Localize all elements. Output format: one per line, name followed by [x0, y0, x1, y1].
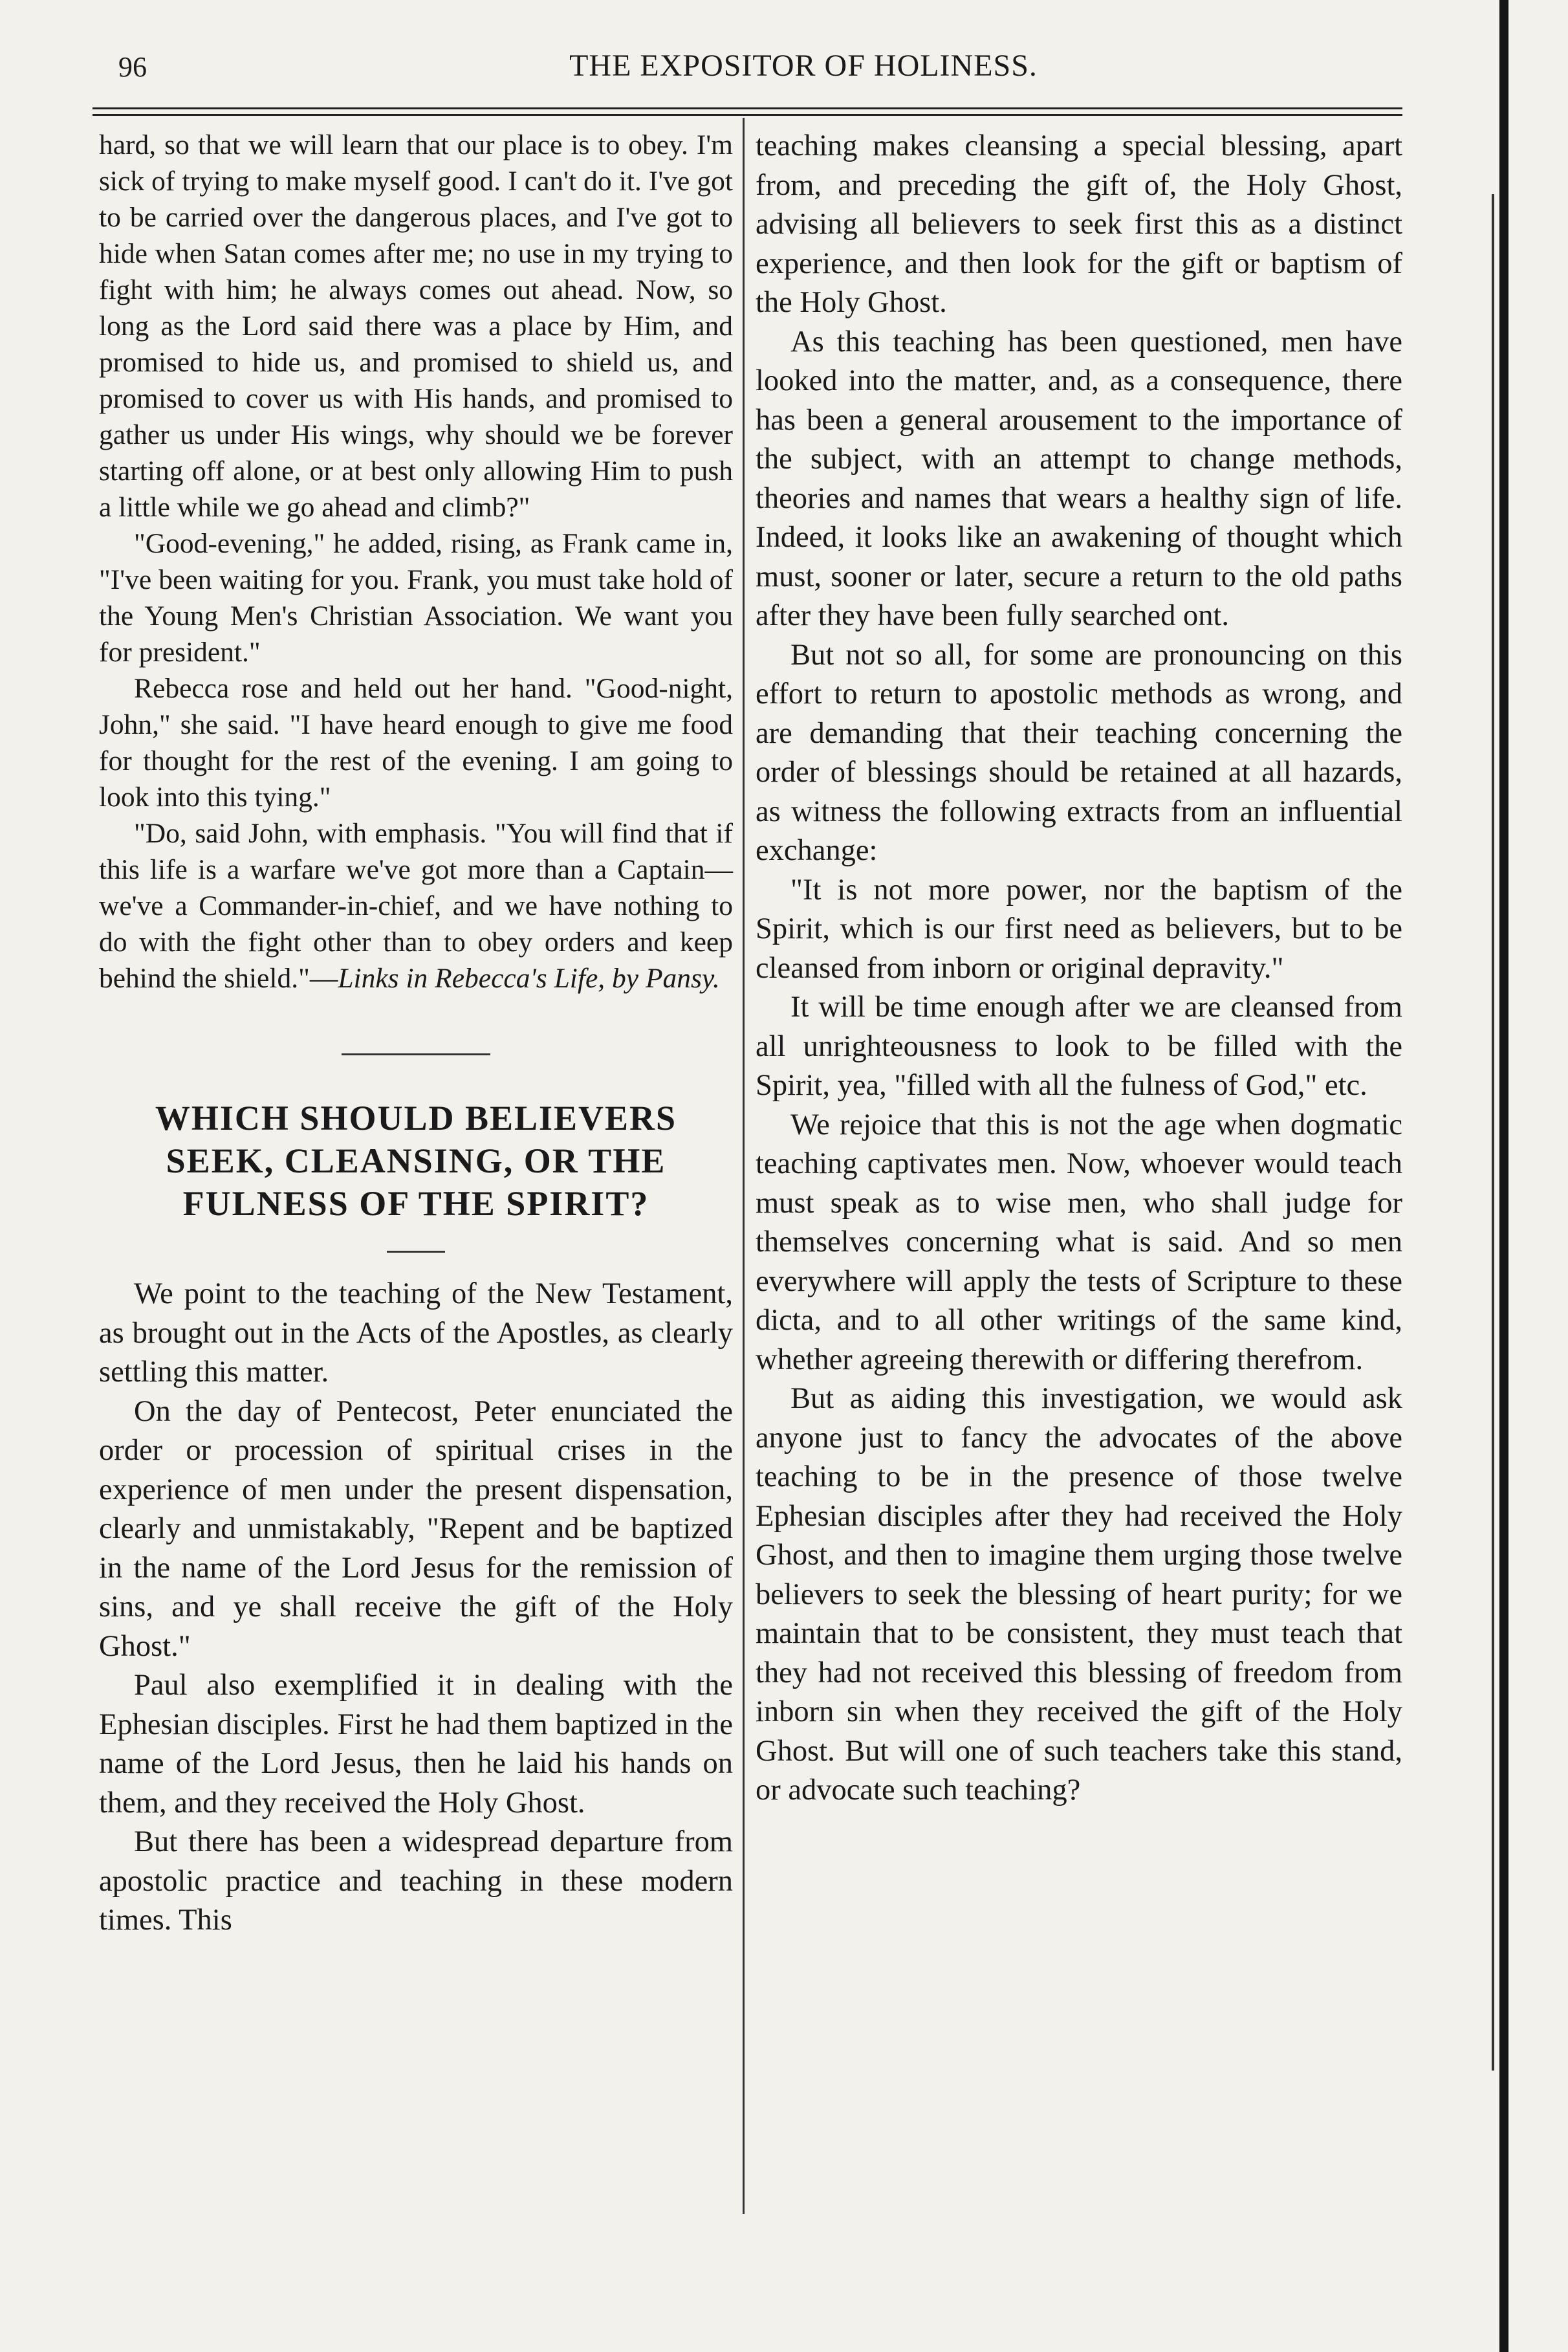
section-separator	[342, 1053, 490, 1055]
left-column	[99, 127, 733, 1940]
running-title: THE EXPOSITOR OF HOLINESS.	[569, 49, 1038, 83]
article-paragraph: teaching makes cleansing a special blessing, apart from, and preceding the gift of, the Holy Ghost, advising all believers to seek first this as a distinct experience, and then look for the gift or baptism of the Holy Ghost.	[756, 129, 1402, 319]
story-paragraph: "Good-evening," he added, rising, as Frank came in, "I've been waiting for you. Frank, you must take hold of the Young Men's Christian Association. We want you for president."	[99, 528, 733, 668]
article-paragraph: But as aiding this investigation, we would ask anyone just to fancy the advocates of the above teaching to be in the presence of those twelve Ephesian disciples after they had received the Holy Ghost, and then to imagine them urging those twelve believers to seek the blessing of heart purity; for we maintain that to be consistent, they must teach that they had not received this blessing of freedom from inborn sin when they received the gift of the Holy Ghost. But will one of such teachers take this stand, or advocate such teaching?	[756, 1382, 1402, 1807]
quoted-extract: "It is not more power, nor the baptism of the Spirit, which is our first need as believers, but to be cleansed from inborn or original depravity."	[756, 873, 1402, 985]
article-paragraph: We rejoice that this is not the age when dogmatic teaching captivates men. Now, whoever would teach must speak as to wise men, who shall judge for themselves concerning what is said. And so men everywhere will apply the tests of Scripture to these dicta, and to all other writings of the same kind, whether agreeing therewith or differing therefrom.	[756, 1108, 1402, 1376]
article-paragraph: But there has been a widespread departure from apostolic practice and teaching in these modern times. This	[99, 1825, 733, 1937]
source-credit: Links in Rebecca's Life, by Pansy.	[338, 963, 720, 994]
story-paragraph-closing	[99, 815, 733, 996]
article-body	[99, 1275, 733, 1940]
header-rule	[93, 107, 1402, 109]
story-paragraph: Rebecca rose and held out her hand. "Good-night, John," she said. "I have heard enough to give me food for thought for the rest of the evening. I am going to look into this tying."	[99, 673, 733, 813]
story-paragraph: hard, so that we will learn that our place is to obey. I'm sick of trying to make myself good. I can't do it. I've got to be carried over the dangerous places, and I've got to hide when Satan comes after me; no use in my trying to fight with him; he always comes out ahead. Now, so long as the Lord said there was a place by Him, and promised to hide us, and promised to shield us, and promised to cover us with His hands, and promised to gather us under His wings, why should we be forever starting off alone, or at best only allowing Him to push a little while we go ahead and climb?"	[99, 129, 733, 523]
header-rule-double	[93, 114, 1402, 116]
article-heading: WHICH SHOULD BELIEVERS SEEK, CLEANSING, OR THE FULNESS OF THE SPIRIT?	[155, 1099, 677, 1223]
article-paragraph: But not so all, for some are pronouncing on this effort to return to apostolic methods as wrong, and are demanding that their teaching concerning the order of blessings should be retained at all hazards, as witness the following extracts from an influential exchange:	[756, 638, 1402, 867]
page-edge-shadow	[1499, 0, 1508, 2352]
story-paragraph-text: "Do, said John, with emphasis. "You will find that if this life is a warfare we've got more than a Captain—we've a Commander-in-chief, and we have nothing to do with the fight other than to obey orders and keep behind the shield."—	[99, 818, 733, 994]
article-paragraph: It will be time enough after we are cleansed from all unrighteousness to look to be filled with the Spirit, yea, "filled with all the fulness of God," etc.	[756, 991, 1402, 1102]
page-number: 96	[118, 51, 147, 83]
article-paragraph: Paul also exemplified it in dealing with the Ephesian disciples. First he had them baptized in the name of the Lord Jesus, then he laid his hands on them, and they received the Holy Ghost.	[99, 1669, 733, 1819]
heading-separator	[387, 1251, 445, 1253]
article-paragraph: On the day of Pentecost, Peter enunciated the order or procession of spiritual crises in the experience of men under the present dispensation, clearly and unmistakably, "Repent and be baptized in the name of the Lord Jesus for the remission of sins, and ye shall receive the gift of the Holy Ghost."	[99, 1394, 733, 1663]
column-divider	[743, 118, 745, 2214]
page-edge-line	[1492, 194, 1494, 2071]
right-column	[756, 127, 1402, 1810]
article-paragraph: We point to the teaching of the New Testament, as brought out in the Acts of the Apostles, as clearly settling this matter.	[99, 1277, 733, 1389]
article-paragraph: As this teaching has been questioned, men have looked into the matter, and, as a consequence, there has been a general arousement to the importance of the subject, with an attempt to change methods, theories and names that wears a healthy sign of life. Indeed, it looks like an awakening of thought which must, sooner or later, secure a return to the old paths after they have been fully searched ont.	[756, 325, 1402, 632]
